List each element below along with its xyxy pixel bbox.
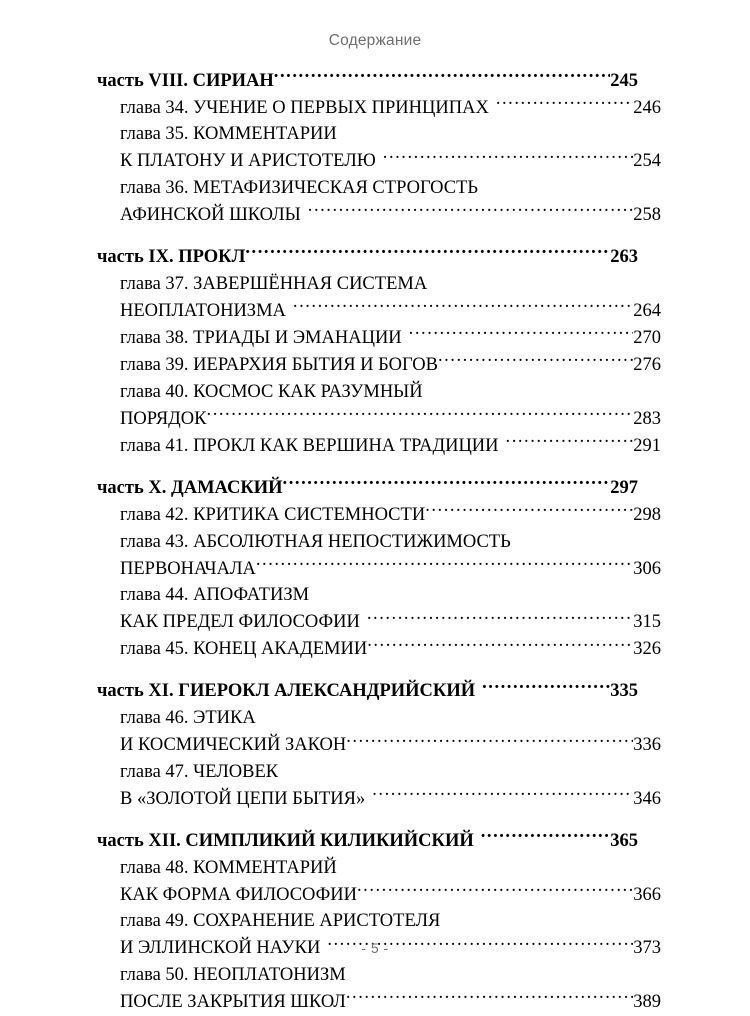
page-folio: - 5 -: [361, 940, 389, 956]
toc-line: [97, 297, 661, 324]
toc-part-title: часть IX. ПРОКЛ: [97, 247, 246, 268]
toc-line: [97, 609, 661, 636]
toc-page-number[interactable]: 335: [610, 681, 638, 702]
toc-line: [97, 785, 661, 812]
toc-line: [97, 962, 661, 989]
toc-chapter-title: КАК ФОРМА ФИЛОСОФИИ: [120, 884, 357, 905]
dot-leader: [425, 501, 633, 520]
toc-chapter-title: ПОРЯДОК: [120, 408, 207, 429]
toc-chapter-entry[interactable]: [97, 379, 661, 433]
toc-line: [97, 759, 661, 786]
toc-page-number[interactable]: 306: [633, 558, 661, 579]
toc-line: [97, 555, 661, 582]
toc-line: [97, 379, 661, 406]
toc-chapter-title: глава 38. ТРИАДЫ И ЭМАНАЦИИ: [120, 327, 402, 348]
toc-line: [97, 271, 661, 298]
toc-chapter-entry[interactable]: [97, 582, 661, 636]
toc-page-number[interactable]: 336: [633, 735, 661, 756]
toc-page-number[interactable]: 264: [633, 300, 661, 321]
dot-leader: [475, 678, 610, 697]
dot-leader: [360, 609, 633, 628]
toc-part-block: [97, 67, 661, 229]
toc-chapter-title: НЕОПЛАТОНИЗМА: [120, 300, 286, 321]
toc-line: [97, 529, 661, 556]
toc-chapter-entry[interactable]: [97, 501, 661, 528]
dot-leader: [283, 474, 610, 493]
toc-chapter-title: глава 34. УЧЕНИЕ О ПЕРВЫХ ПРИНЦИПАХ: [120, 97, 489, 118]
toc-chapter-entry[interactable]: [97, 121, 661, 175]
toc-chapter-title: глава 36. МЕТАФИЗИЧЕСКАЯ СТРОГОСТЬ: [120, 177, 479, 198]
toc-chapter-entry[interactable]: [97, 529, 661, 583]
toc-page-number[interactable]: 246: [633, 97, 661, 118]
toc-chapter-title: глава 50. НЕОПЛАТОНИЗМ: [120, 964, 346, 985]
toc-chapter-entry[interactable]: [97, 705, 661, 759]
dot-leader: [474, 827, 610, 846]
toc-line: [97, 175, 661, 202]
toc-part-entry[interactable]: [97, 67, 638, 94]
toc-chapter-entry[interactable]: [97, 94, 661, 121]
toc-line: [97, 324, 661, 351]
toc-chapter-title: глава 42. КРИТИКА СИСТЕМНОСТИ: [120, 504, 426, 525]
toc-chapter-entry[interactable]: [97, 324, 661, 351]
toc-page-number[interactable]: 270: [633, 327, 661, 348]
toc-chapter-entry[interactable]: [97, 432, 661, 459]
toc-part-title: часть X. ДАМАСКИЙ: [97, 477, 283, 498]
toc-part-entry[interactable]: [97, 474, 638, 501]
toc-line: [97, 636, 661, 663]
toc-chapter-title: К ПЛАТОНУ И АРИСТОТЕЛЮ: [120, 151, 376, 172]
toc-page-number[interactable]: 365: [610, 830, 638, 851]
toc-line: [97, 908, 661, 935]
toc-chapter-entry[interactable]: [97, 855, 661, 909]
dot-leader: [207, 405, 633, 424]
dot-leader: [256, 555, 633, 574]
toc-line: [97, 855, 661, 882]
toc-part-title: часть VIII. СИРИАН: [97, 70, 274, 91]
toc-page-number[interactable]: 366: [633, 884, 661, 905]
toc-chapter-title: глава 35. КОММЕНТАРИИ: [120, 124, 337, 145]
dot-leader: [346, 732, 633, 751]
toc-chapter-title: КАК ПРЕДЕЛ ФИЛОСОФИИ: [120, 612, 360, 633]
toc-page-number[interactable]: 254: [633, 151, 661, 172]
toc-chapter-entry[interactable]: [97, 351, 661, 378]
toc-part-entry[interactable]: [97, 827, 638, 854]
toc-page-number[interactable]: 389: [633, 992, 661, 1012]
toc-part-block: [97, 678, 661, 812]
toc-chapter-entry[interactable]: [97, 271, 661, 325]
toc-page-number[interactable]: 297: [610, 477, 638, 498]
toc-line: [97, 405, 661, 432]
toc-page-number[interactable]: 373: [633, 938, 661, 959]
toc-chapter-title: В «ЗОЛОТОЙ ЦЕПИ БЫТИЯ»: [120, 788, 366, 809]
toc-part-block: [97, 244, 661, 460]
toc-line: [97, 705, 661, 732]
toc-line: [97, 351, 661, 378]
toc-page-number[interactable]: 315: [633, 612, 661, 633]
toc-chapter-title: ПОСЛЕ ЗАКРЫТИЯ ШКОЛ: [120, 992, 346, 1012]
toc-list: [97, 67, 661, 1016]
toc-part-entry[interactable]: [97, 678, 638, 705]
toc-page-number[interactable]: 326: [633, 639, 661, 660]
dot-leader: [357, 881, 633, 900]
dot-leader: [438, 351, 633, 370]
toc-line: [97, 201, 661, 228]
dot-leader: [245, 244, 609, 263]
toc-chapter-title: глава 39. ИЕРАРХИЯ БЫТИЯ И БОГОВ: [120, 354, 438, 375]
toc-page-number[interactable]: 291: [633, 435, 661, 456]
toc-part-block: [97, 827, 661, 1015]
dot-leader: [301, 201, 633, 220]
toc-line: [97, 121, 661, 148]
toc-line: [97, 94, 661, 121]
toc-chapter-title: глава 41. ПРОКЛ КАК ВЕРШИНА ТРАДИЦИИ: [120, 435, 499, 456]
toc-chapter-title: глава 45. КОНЕЦ АКАДЕМИИ: [120, 639, 368, 660]
toc-part-entry[interactable]: [97, 244, 638, 271]
toc-line: [97, 432, 661, 459]
dot-leader: [365, 785, 633, 804]
toc-line: [97, 989, 661, 1016]
toc-part-title: часть XI. ГИЕРОКЛ АЛЕКСАНДРИЙСКИЙ: [97, 681, 476, 702]
toc-line: [97, 881, 661, 908]
toc-chapter-title: АФИНСКОЙ ШКОЛЫ: [120, 204, 301, 225]
toc-chapter-entry[interactable]: [97, 962, 661, 1016]
toc-chapter-title: глава 46. ЭТИКА: [120, 708, 256, 729]
toc-line: [97, 474, 638, 501]
toc-line: [97, 148, 661, 175]
toc-line: [97, 582, 661, 609]
toc-chapter-title: глава 40. КОСМОС КАК РАЗУМНЫЙ: [120, 381, 423, 402]
dot-leader: [489, 94, 633, 113]
toc-line: [97, 67, 638, 94]
toc-page-number[interactable]: 263: [610, 247, 638, 268]
toc-chapter-entry[interactable]: [97, 175, 661, 229]
toc-page-number[interactable]: 258: [633, 204, 661, 225]
toc-chapter-title: глава 44. АПОФАТИЗМ: [120, 585, 310, 606]
toc-line: [97, 501, 661, 528]
toc-part-block: [97, 474, 661, 663]
toc-chapter-title: ПЕРВОНАЧАЛА: [120, 558, 256, 579]
dot-leader: [376, 148, 633, 167]
running-head: Содержание: [328, 32, 422, 49]
toc-page-number[interactable]: 346: [633, 788, 661, 809]
toc-line: [97, 827, 638, 854]
dot-leader: [499, 432, 633, 451]
toc-line: [97, 244, 638, 271]
toc-chapter-title: глава 43. АБСОЛЮТНАЯ НЕПОСТИЖИМОСТЬ: [120, 531, 511, 552]
toc-page-number[interactable]: 298: [633, 504, 661, 525]
toc-part-title: часть XII. СИМПЛИКИЙ КИЛИКИЙСКИЙ: [97, 830, 474, 851]
dot-leader: [286, 297, 633, 316]
toc-line: [97, 732, 661, 759]
toc-chapter-title: И КОСМИЧЕСКИЙ ЗАКОН: [120, 735, 347, 756]
toc-chapter-title: глава 37. ЗАВЕРШЁННАЯ СИСТЕМА: [120, 273, 428, 294]
toc-page-number[interactable]: 283: [633, 408, 661, 429]
dot-leader: [346, 989, 633, 1008]
toc-chapter-title: глава 48. КОММЕНТАРИЙ: [120, 857, 337, 878]
toc-chapter-title: глава 49. СОХРАНЕНИЕ АРИСТОТЕЛЯ: [120, 911, 441, 932]
toc-page-number[interactable]: 276: [633, 354, 661, 375]
dot-leader: [402, 324, 633, 343]
toc-chapter-entry[interactable]: [97, 759, 661, 813]
toc-chapter-title: И ЭЛЛИНСКОЙ НАУКИ: [120, 938, 321, 959]
toc-page-number[interactable]: 245: [610, 70, 638, 91]
dot-leader: [367, 636, 633, 655]
toc-line: [97, 678, 638, 705]
toc-chapter-title: глава 47. ЧЕЛОВЕК: [120, 761, 279, 782]
dot-leader: [274, 67, 610, 86]
toc-chapter-entry[interactable]: [97, 636, 661, 663]
